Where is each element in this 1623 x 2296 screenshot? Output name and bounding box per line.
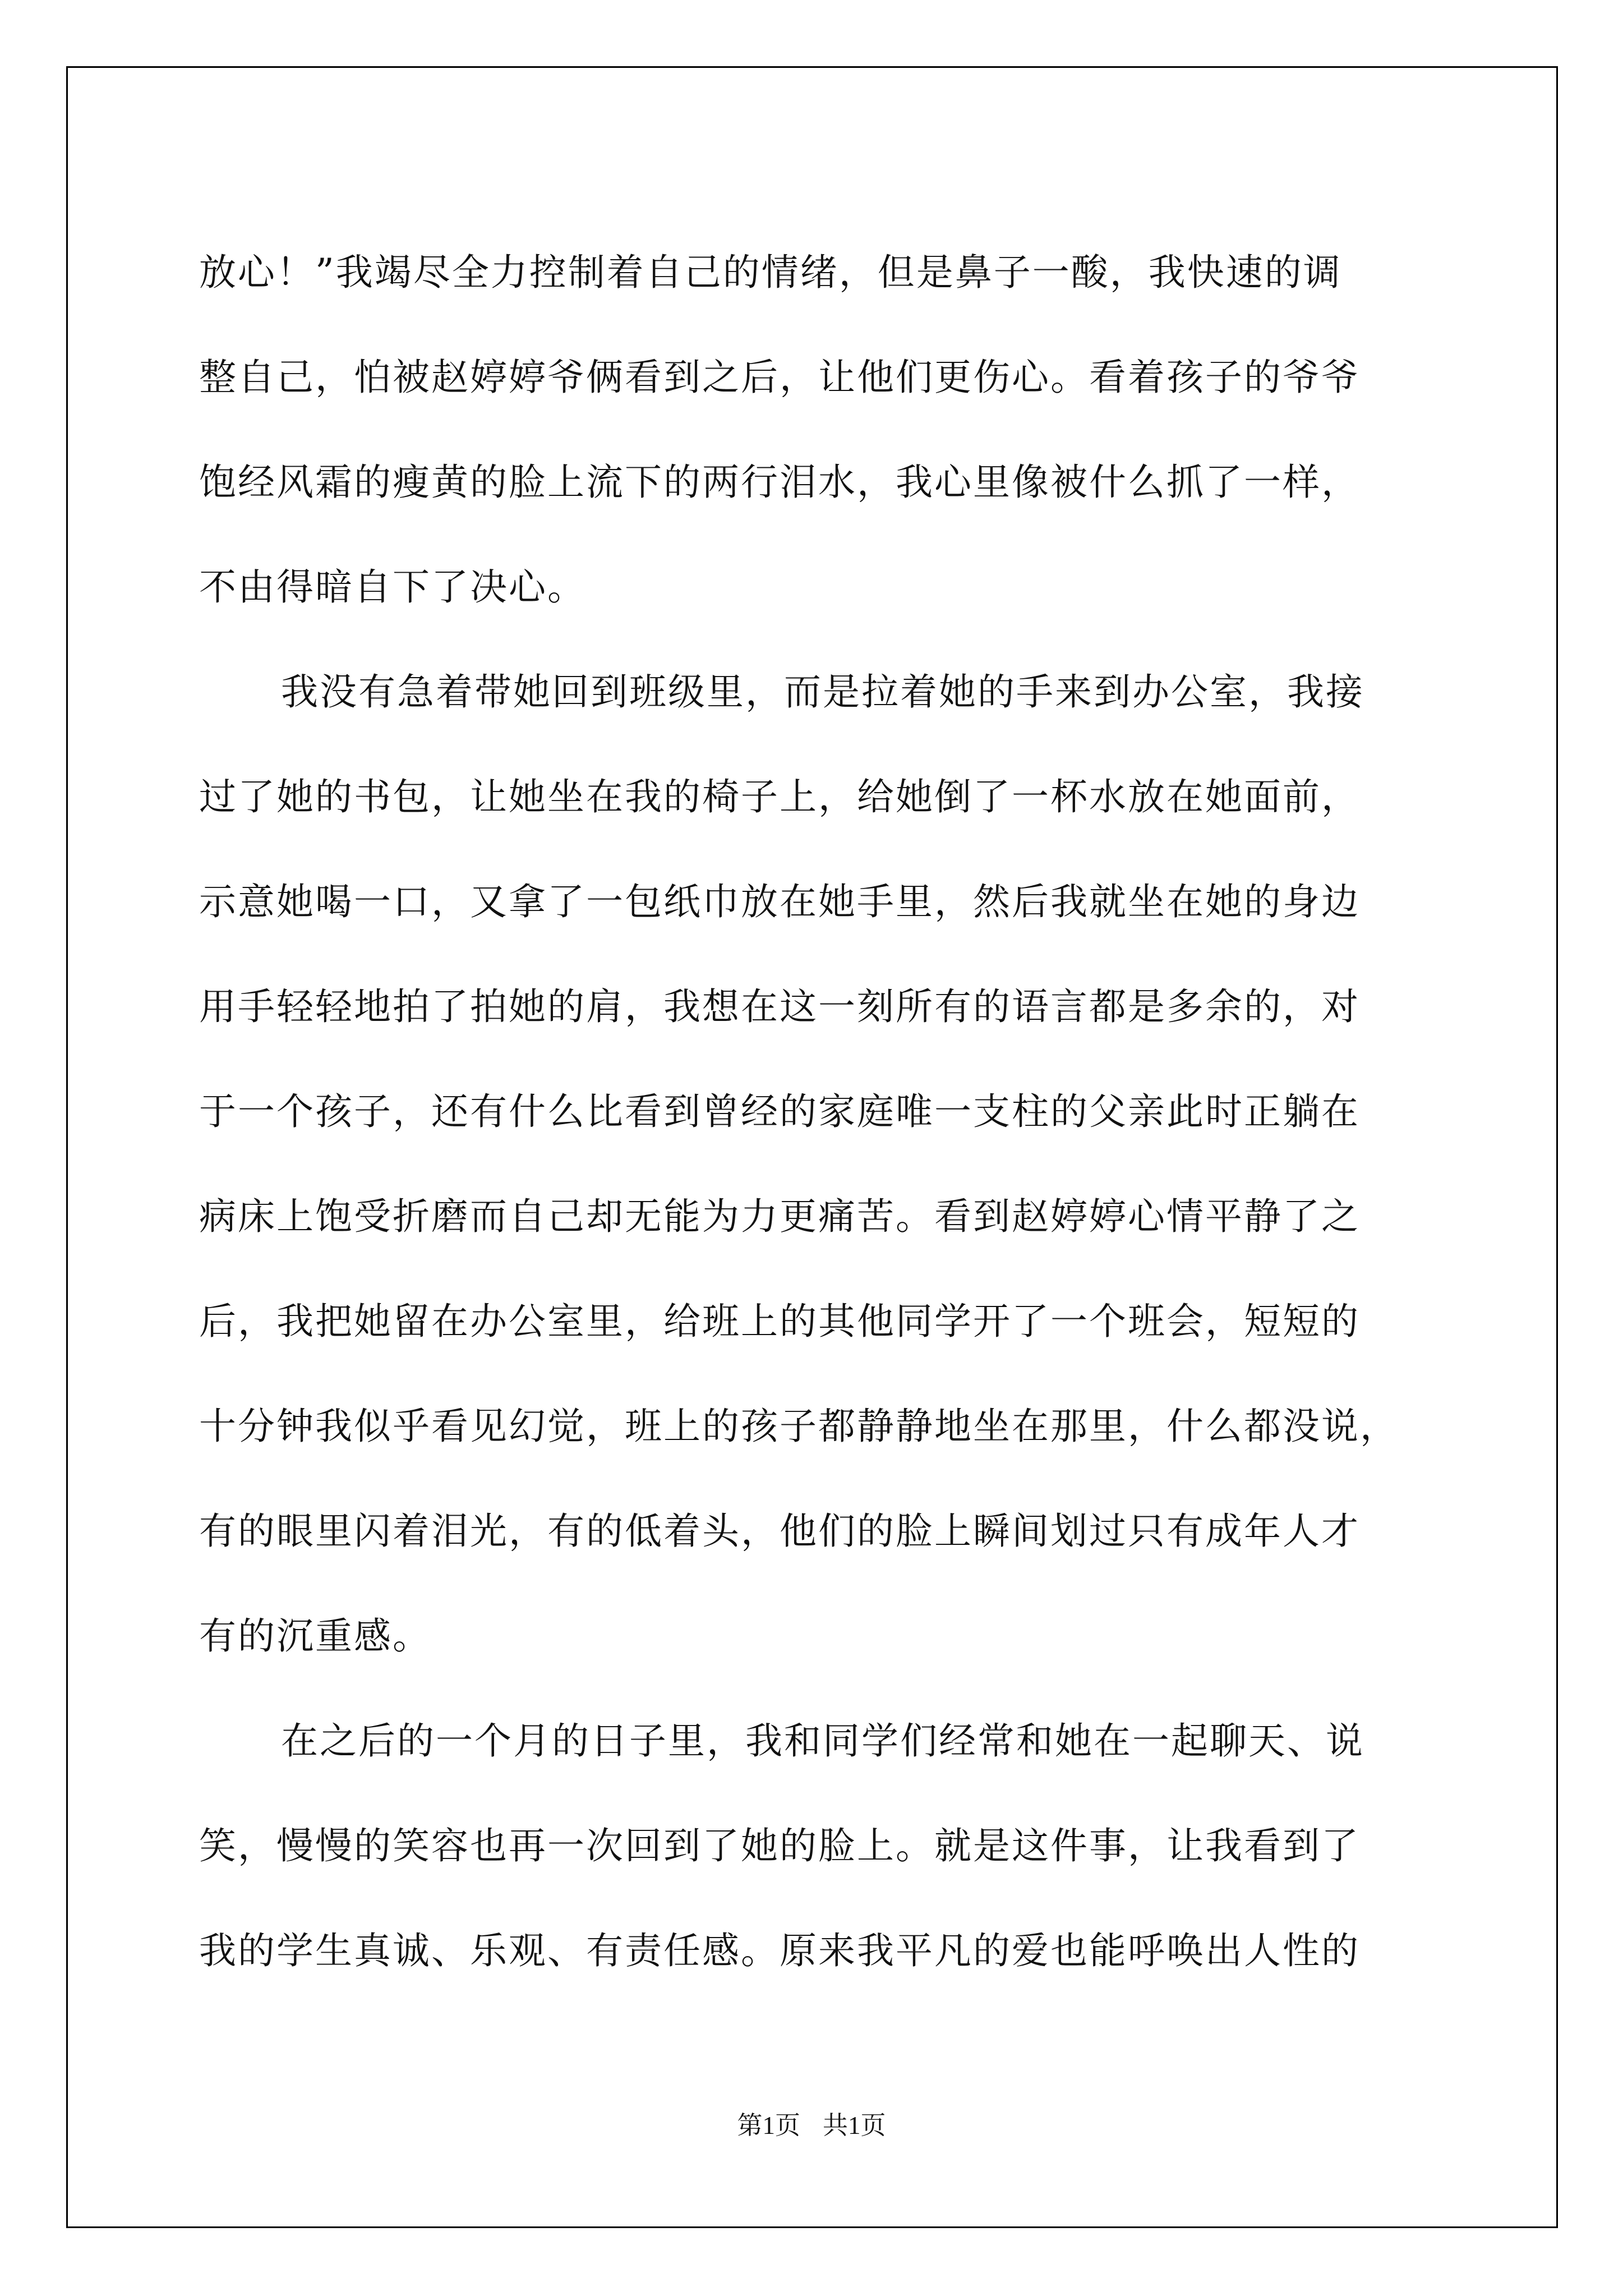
text-line: 放心！”我竭尽全力控制着自己的情绪，但是鼻子一酸，我快速的调	[199, 251, 1342, 294]
document-body	[199, 220, 1427, 2003]
page-footer	[0, 2105, 1623, 2141]
page-number-label: 第1页	[737, 2111, 800, 2139]
text-line: 有的眼里闪着泪光，有的低着头，他们的脸上瞬间划过只有成年人才	[199, 1510, 1360, 1553]
text-line: 在之后的一个月的日子里，我和同学们经常和她在一起聊天、说	[281, 1719, 1364, 1763]
text-line: 病床上饱受折磨而自己却无能为力更痛苦。看到赵婷婷心情平静了之	[199, 1195, 1360, 1238]
text-line: 用手轻轻地拍了拍她的肩，我想在这一刻所有的语言都是多余的，对	[199, 985, 1360, 1028]
text-line: 我没有急着带她回到班级里，而是拉着她的手来到办公室，我接	[281, 670, 1364, 714]
paragraph-3	[199, 1688, 1427, 2003]
text-line: 十分钟我似乎看见幻觉，班上的孩子都静静地坐在那里，什么都没说，	[199, 1405, 1399, 1448]
text-line: 我的学生真诚、乐观、有责任感。原来我平凡的爱也能呼唤出人性的	[199, 1929, 1360, 1972]
text-line: 后，我把她留在办公室里，给班上的其他同学开了一个班会，短短的	[199, 1300, 1360, 1343]
text-line: 过了她的书包，让她坐在我的椅子上，给她倒了一杯水放在她面前，	[199, 775, 1360, 818]
text-line: 有的沉重感。	[199, 1614, 431, 1658]
paragraph-1	[199, 220, 1427, 639]
text-line: 于一个孩子，还有什么比看到曾经的家庭唯一支柱的父亲此时正躺在	[199, 1090, 1360, 1133]
text-line: 饱经风霜的瘦黄的脸上流下的两行泪水，我心里像被什么抓了一样，	[199, 461, 1360, 504]
text-line: 不由得暗自下了决心。	[199, 565, 586, 609]
total-pages-label: 共1页	[823, 2111, 886, 2139]
text-line: 整自己，怕被赵婷婷爷俩看到之后，让他们更伤心。看着孩子的爷爷	[199, 356, 1360, 399]
text-line: 笑，慢慢的笑容也再一次回到了她的脸上。就是这件事，让我看到了	[199, 1824, 1360, 1867]
paragraph-2	[199, 639, 1427, 1688]
text-line: 示意她喝一口，又拿了一包纸巾放在她手里，然后我就坐在她的身边	[199, 880, 1360, 923]
